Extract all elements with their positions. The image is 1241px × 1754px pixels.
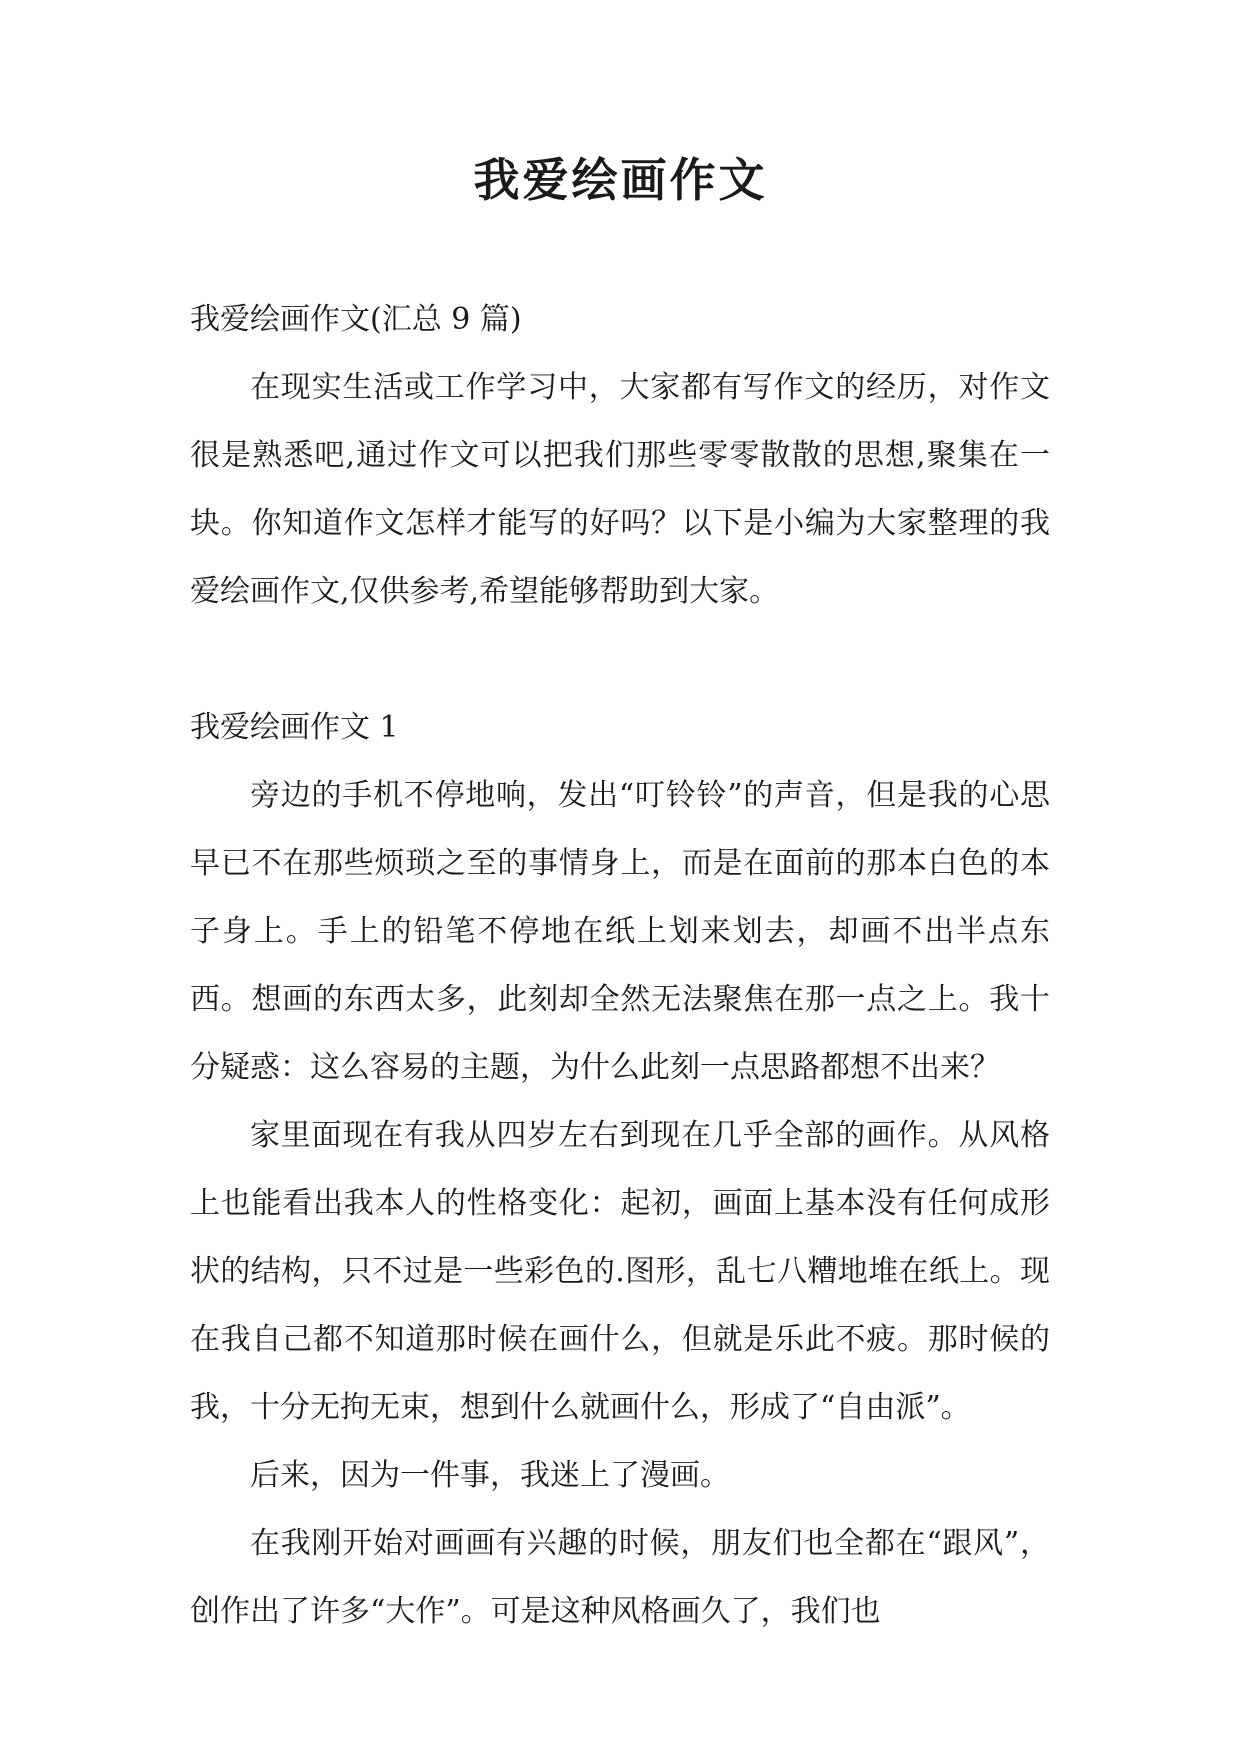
document-body [190,286,1050,1646]
body-paragraph: 后来，因为一件事，我迷上了漫画。 [250,1458,730,1493]
document-title: 我爱绘画作文 [473,153,768,207]
section-heading: 我爱绘画作文 1 [190,710,399,745]
document-subtitle: 我爱绘画作文(汇总 9 篇) [190,302,522,337]
intro-paragraph: 在现实生活或工作学习中，大家都有写作文的经历，对作文很是熟悉吧,通过作文可以把我们那些零零散散的思想,聚集在一块。你知道作文怎样才能写的好吗？以下是小编为大家整理的我爱绘画作文,仅供参考,希望能够帮助到大家。 [190,370,1050,609]
body-paragraph: 在我刚开始对画画有兴趣的时候，朋友们也全都在“跟风”，创作出了许多“大作”。可是这种风格画久了，我们也 [190,1526,1050,1629]
section-spacer [190,626,1050,694]
body-paragraph: 旁边的手机不停地响，发出“叮铃铃”的声音，但是我的心思早已不在那些烦琐之至的事情身上，而是在面前的那本白色的本子身上。手上的铅笔不停地在纸上划来划去，却画不出半点东西。想画的东西太多，此刻却全然无法聚焦在那一点之上。我十分疑惑：这么容易的主题，为什么此刻一点思路都想不出来？ [190,778,1050,1085]
body-paragraph: 家里面现在有我从四岁左右到现在几乎全部的画作。从风格上也能看出我本人的性格变化：起初，画面上基本没有任何成形状的结构，只不过是一些彩色的.图形，乱七八糟地堆在纸上。现在我自己都不知道那时候在画什么，但就是乐此不疲。那时候的我，十分无拘无束，想到什么就画什么，形成了“自由派”。 [190,1118,1050,1425]
